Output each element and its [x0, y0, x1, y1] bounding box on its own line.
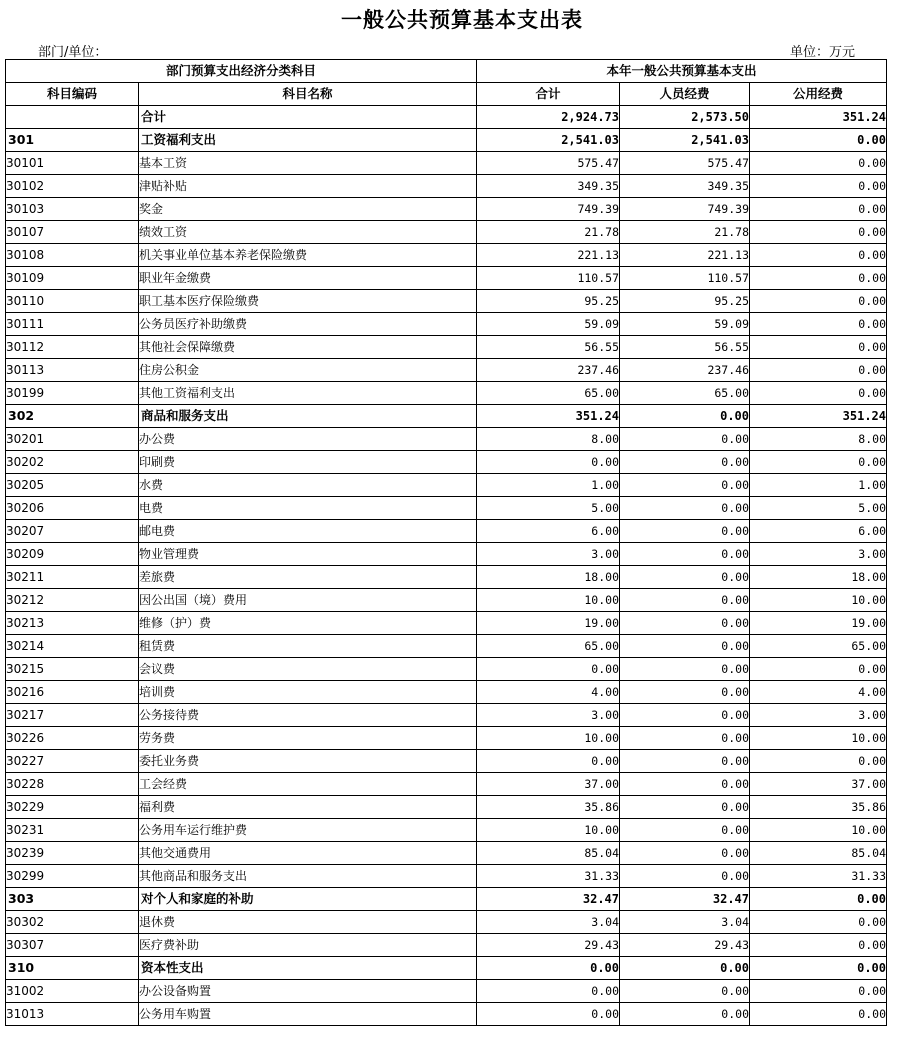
cell-total: 10.00 [477, 727, 620, 750]
cell-total: 749.39 [477, 198, 620, 221]
table-row [6, 543, 887, 566]
cell-personnel: 0.00 [620, 635, 750, 658]
cell-personnel: 0.00 [620, 727, 750, 750]
cell-public: 0.00 [750, 888, 887, 911]
cell-total: 0.00 [477, 1003, 620, 1026]
cell-name: 工会经费 [139, 773, 477, 796]
cell-code: 30239 [6, 842, 139, 865]
cell-code: 30112 [6, 336, 139, 359]
cell-code: 30228 [6, 773, 139, 796]
cell-total: 3.04 [477, 911, 620, 934]
cell-total: 56.55 [477, 336, 620, 359]
cell-personnel: 237.46 [620, 359, 750, 382]
table-row [6, 566, 887, 589]
cell-public: 3.00 [750, 704, 887, 727]
table-row [6, 520, 887, 543]
cell-total: 0.00 [477, 750, 620, 773]
cell-code: 30302 [6, 911, 139, 934]
cell-public: 0.00 [750, 957, 887, 980]
cell-code: 30113 [6, 359, 139, 382]
cell-personnel: 0.00 [620, 474, 750, 497]
cell-code: 30205 [6, 474, 139, 497]
table-row [6, 980, 887, 1003]
cell-total: 32.47 [477, 888, 620, 911]
table-body [6, 106, 887, 1026]
header-public: 公用经费 [750, 83, 887, 106]
cell-code: 30226 [6, 727, 139, 750]
table-row [6, 1003, 887, 1026]
cell-name: 合计 [139, 106, 477, 129]
table-row [6, 175, 887, 198]
cell-personnel: 0.00 [620, 842, 750, 865]
cell-total: 65.00 [477, 382, 620, 405]
cell-public: 0.00 [750, 382, 887, 405]
cell-public: 0.00 [750, 934, 887, 957]
cell-personnel: 2,573.50 [620, 106, 750, 129]
cell-public: 0.00 [750, 267, 887, 290]
cell-total: 221.13 [477, 244, 620, 267]
cell-total: 575.47 [477, 152, 620, 175]
cell-total: 3.00 [477, 543, 620, 566]
cell-code: 30206 [6, 497, 139, 520]
cell-public: 65.00 [750, 635, 887, 658]
cell-public: 85.04 [750, 842, 887, 865]
cell-public: 3.00 [750, 543, 887, 566]
cell-personnel: 0.00 [620, 681, 750, 704]
page-title: 一般公共预算基本支出表 [341, 8, 583, 32]
table-row [6, 635, 887, 658]
table-row [6, 934, 887, 957]
cell-total: 18.00 [477, 566, 620, 589]
cell-personnel: 221.13 [620, 244, 750, 267]
cell-public: 0.00 [750, 198, 887, 221]
cell-code: 303 [6, 888, 139, 911]
cell-total: 110.57 [477, 267, 620, 290]
cell-personnel: 0.00 [620, 405, 750, 428]
cell-public: 0.00 [750, 313, 887, 336]
table-row [6, 727, 887, 750]
table-row [6, 221, 887, 244]
cell-public: 0.00 [750, 980, 887, 1003]
cell-code: 31013 [6, 1003, 139, 1026]
cell-personnel: 0.00 [620, 658, 750, 681]
cell-code: 310 [6, 957, 139, 980]
cell-public: 0.00 [750, 244, 887, 267]
unit-label: 单位：万元 [790, 45, 856, 60]
cell-name: 电费 [139, 497, 477, 520]
table-row [6, 428, 887, 451]
table-row [6, 612, 887, 635]
cell-code: 30107 [6, 221, 139, 244]
cell-total: 3.00 [477, 704, 620, 727]
table-row [6, 796, 887, 819]
cell-name: 绩效工资 [139, 221, 477, 244]
cell-personnel: 0.00 [620, 428, 750, 451]
cell-personnel: 0.00 [620, 451, 750, 474]
cell-code: 30231 [6, 819, 139, 842]
cell-name: 其他交通费用 [139, 842, 477, 865]
cell-personnel: 0.00 [620, 865, 750, 888]
cell-name: 公务用车运行维护费 [139, 819, 477, 842]
cell-code: 30110 [6, 290, 139, 313]
cell-public: 0.00 [750, 336, 887, 359]
cell-personnel: 56.55 [620, 336, 750, 359]
cell-code: 31002 [6, 980, 139, 1003]
cell-name: 职业年金缴费 [139, 267, 477, 290]
cell-personnel: 3.04 [620, 911, 750, 934]
category-row [6, 405, 887, 428]
cell-code: 30214 [6, 635, 139, 658]
cell-total: 4.00 [477, 681, 620, 704]
cell-personnel: 32.47 [620, 888, 750, 911]
cell-public: 0.00 [750, 911, 887, 934]
table-row [6, 474, 887, 497]
table-row [6, 382, 887, 405]
cell-name: 奖金 [139, 198, 477, 221]
category-row [6, 129, 887, 152]
header-group-right: 本年一般公共预算基本支出 [477, 60, 887, 83]
cell-code: 30216 [6, 681, 139, 704]
cell-name: 办公费 [139, 428, 477, 451]
table-row [6, 336, 887, 359]
cell-total: 349.35 [477, 175, 620, 198]
cell-name: 其他社会保障缴费 [139, 336, 477, 359]
cell-public: 0.00 [750, 129, 887, 152]
cell-name: 培训费 [139, 681, 477, 704]
cell-public: 351.24 [750, 106, 887, 129]
cell-personnel: 2,541.03 [620, 129, 750, 152]
table-row [6, 819, 887, 842]
cell-personnel: 21.78 [620, 221, 750, 244]
table-row [6, 152, 887, 175]
cell-code: 30111 [6, 313, 139, 336]
cell-total: 95.25 [477, 290, 620, 313]
table-row [6, 865, 887, 888]
cell-total: 0.00 [477, 451, 620, 474]
cell-name: 水费 [139, 474, 477, 497]
cell-personnel: 749.39 [620, 198, 750, 221]
cell-public: 10.00 [750, 589, 887, 612]
cell-personnel: 0.00 [620, 957, 750, 980]
budget-table [5, 59, 887, 1026]
cell-name: 印刷费 [139, 451, 477, 474]
cell-name: 住房公积金 [139, 359, 477, 382]
cell-personnel: 0.00 [620, 819, 750, 842]
cell-code: 30209 [6, 543, 139, 566]
cell-code: 30109 [6, 267, 139, 290]
cell-name: 公务接待费 [139, 704, 477, 727]
cell-name: 基本工资 [139, 152, 477, 175]
cell-public: 35.86 [750, 796, 887, 819]
cell-total: 19.00 [477, 612, 620, 635]
table-row [6, 290, 887, 313]
header-code: 科目编码 [6, 83, 139, 106]
table-row [6, 750, 887, 773]
cell-personnel: 0.00 [620, 566, 750, 589]
cell-code: 30211 [6, 566, 139, 589]
cell-code: 30217 [6, 704, 139, 727]
cell-personnel: 0.00 [620, 750, 750, 773]
table-row [6, 313, 887, 336]
cell-total: 29.43 [477, 934, 620, 957]
cell-name: 公务员医疗补助缴费 [139, 313, 477, 336]
cell-code: 30108 [6, 244, 139, 267]
total-row [6, 106, 887, 129]
cell-name: 维修（护）费 [139, 612, 477, 635]
cell-name: 差旅费 [139, 566, 477, 589]
cell-name: 退休费 [139, 911, 477, 934]
cell-name: 因公出国（境）费用 [139, 589, 477, 612]
cell-personnel: 0.00 [620, 796, 750, 819]
cell-total: 37.00 [477, 773, 620, 796]
table-row [6, 267, 887, 290]
cell-code: 30307 [6, 934, 139, 957]
cell-total: 10.00 [477, 589, 620, 612]
table-row [6, 658, 887, 681]
header-column-row [6, 83, 887, 106]
cell-total: 65.00 [477, 635, 620, 658]
cell-public: 10.00 [750, 819, 887, 842]
cell-name: 公务用车购置 [139, 1003, 477, 1026]
cell-name: 对个人和家庭的补助 [139, 888, 477, 911]
cell-total: 85.04 [477, 842, 620, 865]
cell-total: 351.24 [477, 405, 620, 428]
cell-total: 0.00 [477, 658, 620, 681]
cell-total: 21.78 [477, 221, 620, 244]
table-row [6, 198, 887, 221]
cell-code: 30103 [6, 198, 139, 221]
cell-code: 30207 [6, 520, 139, 543]
cell-name: 工资福利支出 [139, 129, 477, 152]
cell-name: 劳务费 [139, 727, 477, 750]
cell-personnel: 0.00 [620, 497, 750, 520]
cell-public: 10.00 [750, 727, 887, 750]
cell-public: 19.00 [750, 612, 887, 635]
category-row [6, 957, 887, 980]
table-row [6, 911, 887, 934]
cell-code: 30299 [6, 865, 139, 888]
cell-personnel: 65.00 [620, 382, 750, 405]
cell-name: 医疗费补助 [139, 934, 477, 957]
cell-personnel: 59.09 [620, 313, 750, 336]
cell-total: 2,924.73 [477, 106, 620, 129]
cell-total: 31.33 [477, 865, 620, 888]
cell-public: 0.00 [750, 658, 887, 681]
table-row [6, 451, 887, 474]
header-total: 合计 [477, 83, 620, 106]
cell-name: 办公设备购置 [139, 980, 477, 1003]
cell-total: 5.00 [477, 497, 620, 520]
table-row [6, 589, 887, 612]
cell-code: 30201 [6, 428, 139, 451]
cell-total: 0.00 [477, 980, 620, 1003]
cell-code: 30215 [6, 658, 139, 681]
cell-name: 其他工资福利支出 [139, 382, 477, 405]
table-row [6, 704, 887, 727]
cell-public: 0.00 [750, 359, 887, 382]
cell-code: 30199 [6, 382, 139, 405]
cell-total: 1.00 [477, 474, 620, 497]
cell-name: 津贴补贴 [139, 175, 477, 198]
cell-total: 8.00 [477, 428, 620, 451]
category-row [6, 888, 887, 911]
cell-personnel: 95.25 [620, 290, 750, 313]
cell-code: 30101 [6, 152, 139, 175]
cell-name: 邮电费 [139, 520, 477, 543]
cell-name: 福利费 [139, 796, 477, 819]
cell-name: 机关事业单位基本养老保险缴费 [139, 244, 477, 267]
cell-personnel: 0.00 [620, 589, 750, 612]
table-row [6, 681, 887, 704]
cell-public: 0.00 [750, 451, 887, 474]
cell-total: 10.00 [477, 819, 620, 842]
cell-public: 0.00 [750, 175, 887, 198]
cell-name: 物业管理费 [139, 543, 477, 566]
cell-code: 302 [6, 405, 139, 428]
cell-personnel: 0.00 [620, 704, 750, 727]
cell-public: 37.00 [750, 773, 887, 796]
cell-public: 1.00 [750, 474, 887, 497]
cell-name: 会议费 [139, 658, 477, 681]
cell-code: 30102 [6, 175, 139, 198]
cell-code: 30202 [6, 451, 139, 474]
cell-total: 0.00 [477, 957, 620, 980]
cell-name: 其他商品和服务支出 [139, 865, 477, 888]
header-personnel: 人员经费 [620, 83, 750, 106]
cell-total: 237.46 [477, 359, 620, 382]
dept-label: 部门/单位： [38, 45, 108, 60]
table-row [6, 842, 887, 865]
cell-code [6, 106, 139, 129]
cell-name: 职工基本医疗保险缴费 [139, 290, 477, 313]
cell-public: 4.00 [750, 681, 887, 704]
table-row [6, 244, 887, 267]
header-group-left: 部门预算支出经济分类科目 [6, 60, 477, 83]
cell-name: 委托业务费 [139, 750, 477, 773]
cell-public: 0.00 [750, 750, 887, 773]
cell-name: 租赁费 [139, 635, 477, 658]
cell-code: 301 [6, 129, 139, 152]
table-row [6, 359, 887, 382]
cell-public: 31.33 [750, 865, 887, 888]
cell-personnel: 575.47 [620, 152, 750, 175]
table-row [6, 497, 887, 520]
cell-public: 5.00 [750, 497, 887, 520]
cell-personnel: 0.00 [620, 520, 750, 543]
cell-personnel: 29.43 [620, 934, 750, 957]
cell-public: 0.00 [750, 152, 887, 175]
cell-public: 351.24 [750, 405, 887, 428]
cell-personnel: 349.35 [620, 175, 750, 198]
cell-public: 18.00 [750, 566, 887, 589]
cell-public: 0.00 [750, 221, 887, 244]
cell-name: 资本性支出 [139, 957, 477, 980]
cell-total: 6.00 [477, 520, 620, 543]
cell-personnel: 0.00 [620, 1003, 750, 1026]
cell-personnel: 110.57 [620, 267, 750, 290]
cell-personnel: 0.00 [620, 980, 750, 1003]
header-group-row [6, 60, 887, 83]
cell-personnel: 0.00 [620, 773, 750, 796]
cell-public: 0.00 [750, 1003, 887, 1026]
cell-total: 35.86 [477, 796, 620, 819]
cell-code: 30213 [6, 612, 139, 635]
cell-personnel: 0.00 [620, 612, 750, 635]
cell-code: 30227 [6, 750, 139, 773]
cell-name: 商品和服务支出 [139, 405, 477, 428]
cell-personnel: 0.00 [620, 543, 750, 566]
cell-code: 30212 [6, 589, 139, 612]
cell-total: 59.09 [477, 313, 620, 336]
cell-public: 6.00 [750, 520, 887, 543]
cell-public: 0.00 [750, 290, 887, 313]
cell-code: 30229 [6, 796, 139, 819]
header-name: 科目名称 [139, 83, 477, 106]
cell-total: 2,541.03 [477, 129, 620, 152]
table-row [6, 773, 887, 796]
cell-public: 8.00 [750, 428, 887, 451]
